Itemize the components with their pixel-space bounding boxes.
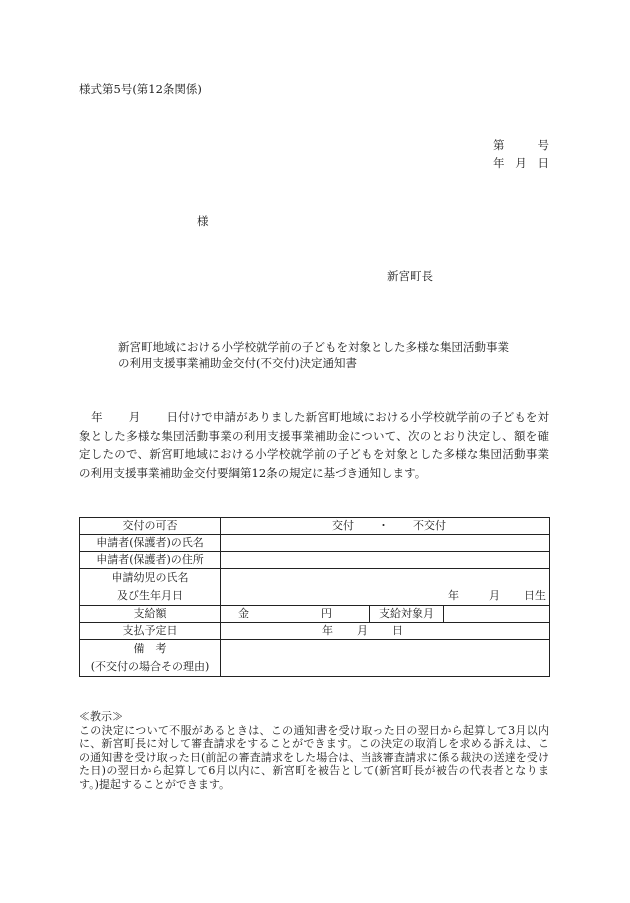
pay-day: 日 (392, 624, 403, 637)
decision-dot: ・ (378, 519, 389, 532)
amount-value (221, 606, 370, 623)
body-paragraph (79, 408, 549, 482)
applicant-name-value (221, 535, 550, 552)
applicant-address-value (221, 552, 550, 569)
applicant-address-label: 申請者(保護者)の住所 (80, 552, 221, 569)
child-label-line-2: 及び生年月日 (117, 589, 183, 602)
child-label-line-1: 申請幼児の氏名 (111, 571, 189, 584)
document-date (493, 155, 549, 171)
body-year: 年 (91, 410, 103, 424)
remarks-value (221, 640, 550, 677)
remarks-label-main: 備 考 (133, 642, 167, 655)
form-number: 様式第5号(第12条関係) (79, 82, 202, 96)
birth-month: 月 (489, 589, 501, 602)
doc-date-month: 月 (515, 156, 527, 170)
table-row (80, 623, 550, 640)
table-row (80, 606, 550, 623)
doc-number-go: 号 (537, 138, 549, 152)
remarks-label-sub: (不交付の場合その理由) (90, 660, 210, 673)
title-line-1: 新宮町地域における小学校就学前の子どもを対象とした多様な集団活動事業 (118, 340, 509, 354)
table-row (80, 640, 550, 677)
instructions-section (79, 710, 549, 792)
amount-yen: 円 (321, 607, 332, 620)
pay-month: 月 (357, 624, 368, 637)
amount-kin: 金 (238, 607, 249, 620)
child-label (80, 569, 221, 606)
target-month-label: 支給対象月 (370, 606, 444, 623)
birth-day: 日生 (524, 589, 547, 602)
amount-label: 支給額 (80, 606, 221, 623)
body-rest: 日付けで申請がありました新宮町地域における小学校就学前の子どもを対象とした多様な集団活動事業の利用支援事業補助金について、次のとおり決定し、額を確定したので、新宮町地域における小学校就学前の子どもを対象とした多様な集団活動事業の利用支援事業補助金交付要綱第12条の規定に基づき通知します。 (79, 410, 550, 480)
issuer-name: 新宮町長 (387, 269, 433, 283)
child-value (221, 569, 550, 606)
table-row (80, 535, 550, 552)
target-month-value (444, 606, 550, 623)
document-title (118, 339, 538, 371)
body-month: 月 (128, 410, 141, 424)
decision-nongrant: 不交付 (413, 519, 446, 532)
pay-year: 年 (322, 624, 333, 637)
table-row (80, 518, 550, 535)
doc-date-year: 年 (493, 156, 505, 170)
table-row (80, 569, 550, 606)
title-line-2: の利用支援事業補助金交付(不交付)決定通知書 (118, 356, 357, 370)
doc-date-day: 日 (537, 156, 549, 170)
payment-date-label: 支払予定日 (80, 623, 221, 640)
payment-date-value (221, 623, 550, 640)
document-number (493, 137, 549, 153)
decision-grant: 交付 (332, 519, 354, 532)
decision-table (79, 517, 550, 677)
instructions-heading: ≪教示≫ (79, 710, 123, 723)
applicant-name-label: 申請者(保護者)の氏名 (80, 535, 221, 552)
decision-label: 交付の可否 (80, 518, 221, 535)
table-row (80, 552, 550, 569)
remarks-label (80, 640, 221, 677)
instructions-text: この決定について不服があるときは、この通知書を受け取った日の翌日から起算して3月以内に、新宮町長に対して審査請求をすることができます。この決定の取消しを求める訴えは、この通知書を受け取った日(前記の審査請求をした場合は、当該審査請求に係る裁決の送達を受けた日)の翌日から起算して6月以内に、新宮町を被告として(新宮町長が被告の代表者となります。)提起することができます。 (79, 723, 549, 791)
doc-number-dai: 第 (493, 138, 505, 152)
addressee-suffix: 様 (197, 214, 209, 228)
decision-value (221, 518, 550, 535)
birth-year: 年 (448, 589, 460, 602)
